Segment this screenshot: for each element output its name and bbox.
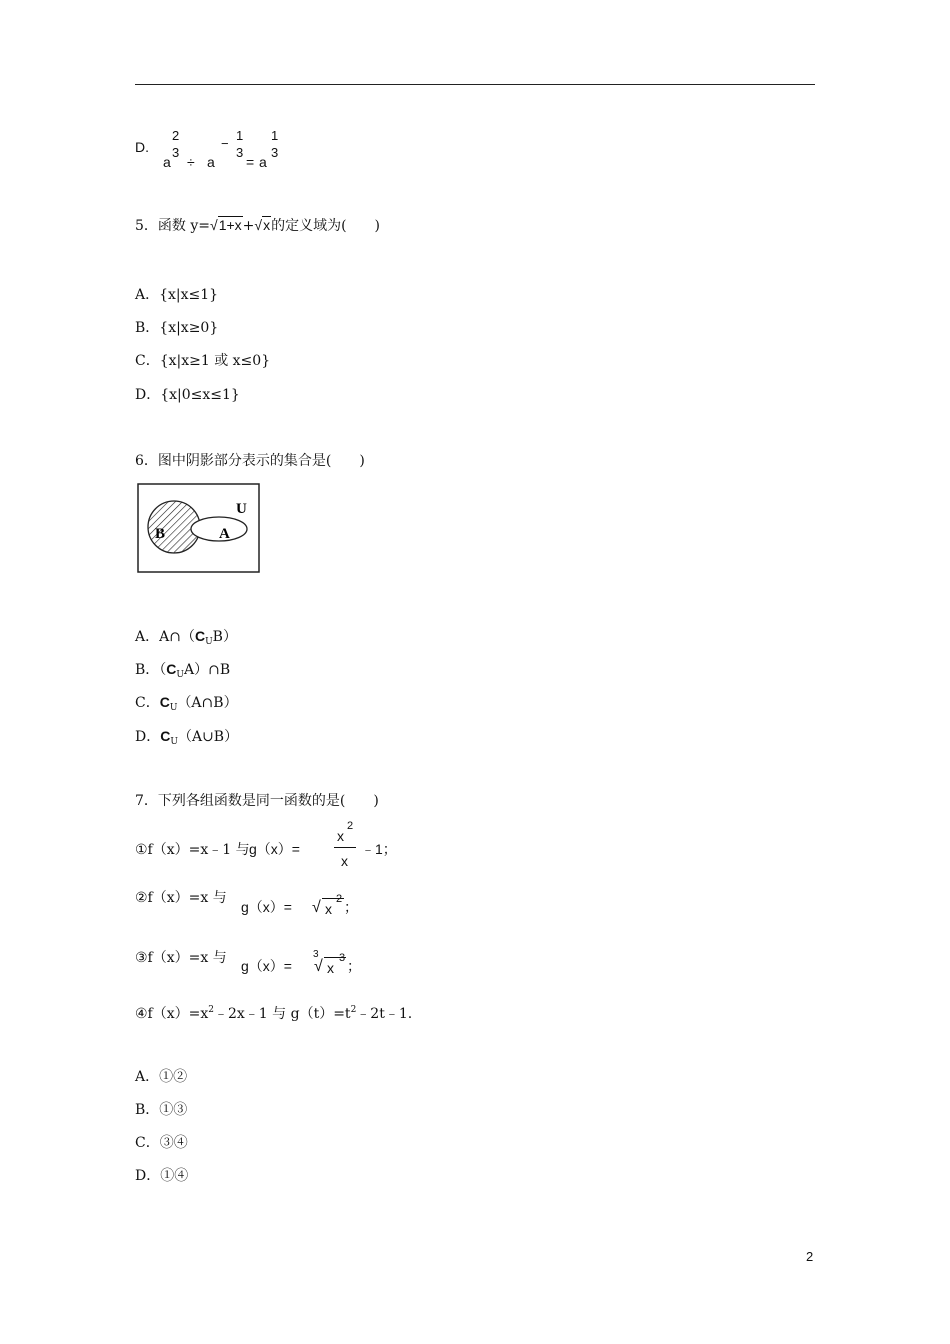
radicand: x [325,901,332,917]
label-a: A [219,526,230,542]
fraction-denominator: x [341,853,348,869]
q7-stem: 7．下列各组函数是同一函数的是( ) [135,793,379,809]
q7-option-b: B．①③ [135,1102,188,1118]
exponent-numerator: 1 [271,128,279,143]
q7-option-d: D．①④ [135,1168,189,1184]
base: a [259,154,267,170]
numerator-exponent: 2 [347,820,354,832]
item-text: ③f（x）=x 与 [135,950,227,966]
division-sign: ÷ [187,154,195,170]
base: a [163,154,171,170]
q6-option-d: D．$C_U(A\cup B)$ [135,728,239,747]
function-g: g（x）= [241,899,292,915]
radicand-exponent: 2 [336,893,343,905]
item-tail: ﹣1； [361,841,397,857]
q7-item-4: $④f(x)=x^2﹣2x﹣1$ 与 $g(t)=t^2﹣2t﹣1$. [135,1005,413,1022]
radical-sign: √ [312,899,321,916]
plus-sign: + [242,218,255,234]
base: a [207,154,215,170]
label-u: U [236,501,247,517]
function-g: g（x）= [241,958,292,974]
exponent-numerator: 2 [172,128,180,143]
header-rule [135,84,815,85]
q5-option-d: D．{x|0≤x≤1} [135,387,240,403]
stem-text: 5．函数 y= [135,218,210,234]
root-index: 3 [313,949,319,960]
item-tail: ； [347,958,361,974]
fraction-bar [334,847,356,848]
q5-option-c: C．{x|x≥1 或 x≤0} [135,353,271,369]
q7-option-c: C．③④ [135,1135,188,1151]
fraction-numerator: x [337,828,344,844]
exponent-denominator: 3 [271,145,279,160]
page-number: 2 [806,1249,814,1264]
q6-option-c: C．$C_U(A\cap B)$ [135,694,238,713]
item-tail: ； [344,899,358,915]
radicand-exponent: 3 [339,952,346,964]
item-text: ①f（x）=x﹣1 与 [135,842,250,858]
item-text: ②f（x）=x 与 [135,890,227,906]
q5-option-b: B．{x|x≥0} [135,320,219,336]
q6-stem: 6．图中阴影部分表示的集合是( ) [135,453,365,469]
stem-text: 的定义域为( ) [271,218,381,234]
q7-option-a: A．①② [135,1069,188,1085]
q5-stem: 5．函数 y=√1+x+√x的定义域为( ) [135,217,381,234]
exponent-denominator: 3 [236,145,244,160]
exponent-sign: − [221,136,229,151]
function-g: g（x）= [249,841,300,857]
radicand: x [263,217,271,233]
exponent-denominator: 3 [172,145,180,160]
venn-diagram [137,483,261,574]
equals-sign: = [246,154,255,170]
exponent-numerator: 1 [236,128,244,143]
radicand: x [327,960,334,976]
radicand: 1+x [218,217,242,233]
label-b: B [155,526,166,542]
q5-option-a: A．{x|x≤1} [135,287,219,303]
option-label: D. [135,139,149,155]
q6-option-b: B．$(C_UA)\cap B$ [135,661,231,680]
radical-sign: √ [314,958,323,975]
q6-option-a: A．$A\cap(C_UB)$ [135,628,237,647]
